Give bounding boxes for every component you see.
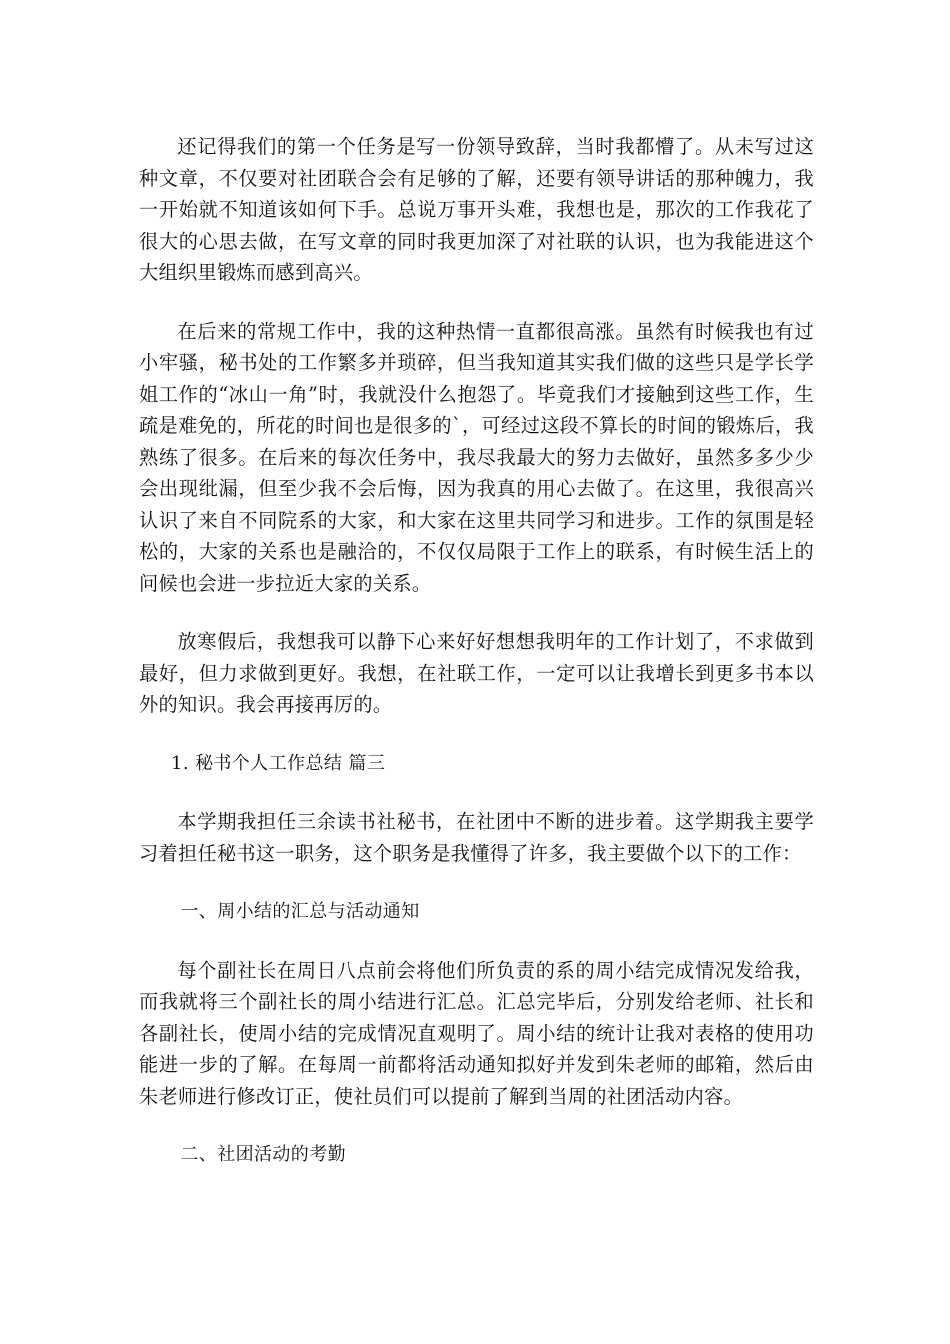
subheading-attendance: 二、社团活动的考勤 xyxy=(180,1144,346,1165)
subheading-weekly-summary: 一、周小结的汇总与活动通知 xyxy=(180,901,420,922)
paragraph-first-task: 还记得我们的第一个任务是写一份领导致辞，当时我都懵了。从未写过这种文章，不仅要对社团联合会有足够的了解，还要有领导讲话的那种魄力，我一开始就不知道该如何下手。总说万事开头难，我想也是，那次的工作我花了很大的心思去做，在写文章的同时我更加深了对社联的认识，也为我能进这个大组织里锻炼而感到高兴。 xyxy=(139,135,814,284)
paragraph-winter-break: 放寒假后，我想我可以静下心来好好想想我明年的工作计划了，不求做到最好，但力求做到更好。我想，在社联工作，一定可以让我增长到更多书本以外的知识。我会再接再厉的。 xyxy=(139,630,814,716)
paragraph-secretary-intro: 本学期我担任三余读书社秘书，在社团中不断的进步着。这学期我主要学习着担任秘书这一职务，这个职务是我懂得了许多，我主要做个以下的工作： xyxy=(139,810,814,865)
section-title: 1. 秘书个人工作总结 篇三 xyxy=(171,752,386,774)
document-body xyxy=(139,131,814,1198)
paragraph-weekly-summary: 每个副社长在周日八点前会将他们所负责的系的周小结完成情况发给我，而我就将三个副社长的周小结进行汇总。汇总完毕后，分别发给老师、社长和各副社长，使周小结的完成情况直观明了。周小结的统计让我对表格的使用功能进一步的了解。在每周一前都将活动通知拟好并发到朱老师的邮箱，然后由朱老师进行修改订正，使社员们可以提前了解到当周的社团活动内容。 xyxy=(139,958,814,1108)
paragraph-routine-work: 在后来的常规工作中，我的这种热情一直都很高涨。虽然有时候我也有过小牢骚，秘书处的工作繁多并琐碎，但当我知道其实我们做的这些只是学长学姐工作的“冰山一角”时，我就没什么抱怨了。毕竟我们才接触到这些工作，生疏是难免的，所花的时间也是很多的`，可经过这段不算长的时间的锻炼后，我熟练了很多。在后来的每次任务中，我尽我最大的努力去做好，虽然多多少少会出现纰漏，但至少我不会后悔，因为我真的用心去做了。在这里，我很高兴认识了来自不同院系的大家，和大家在这里共同学习和进步。工作的氛围是轻松的，大家的关系也是融洽的，不仅仅局限于工作上的联系，有时候生活上的问候也会进一步拉近大家的关系。 xyxy=(139,319,814,595)
